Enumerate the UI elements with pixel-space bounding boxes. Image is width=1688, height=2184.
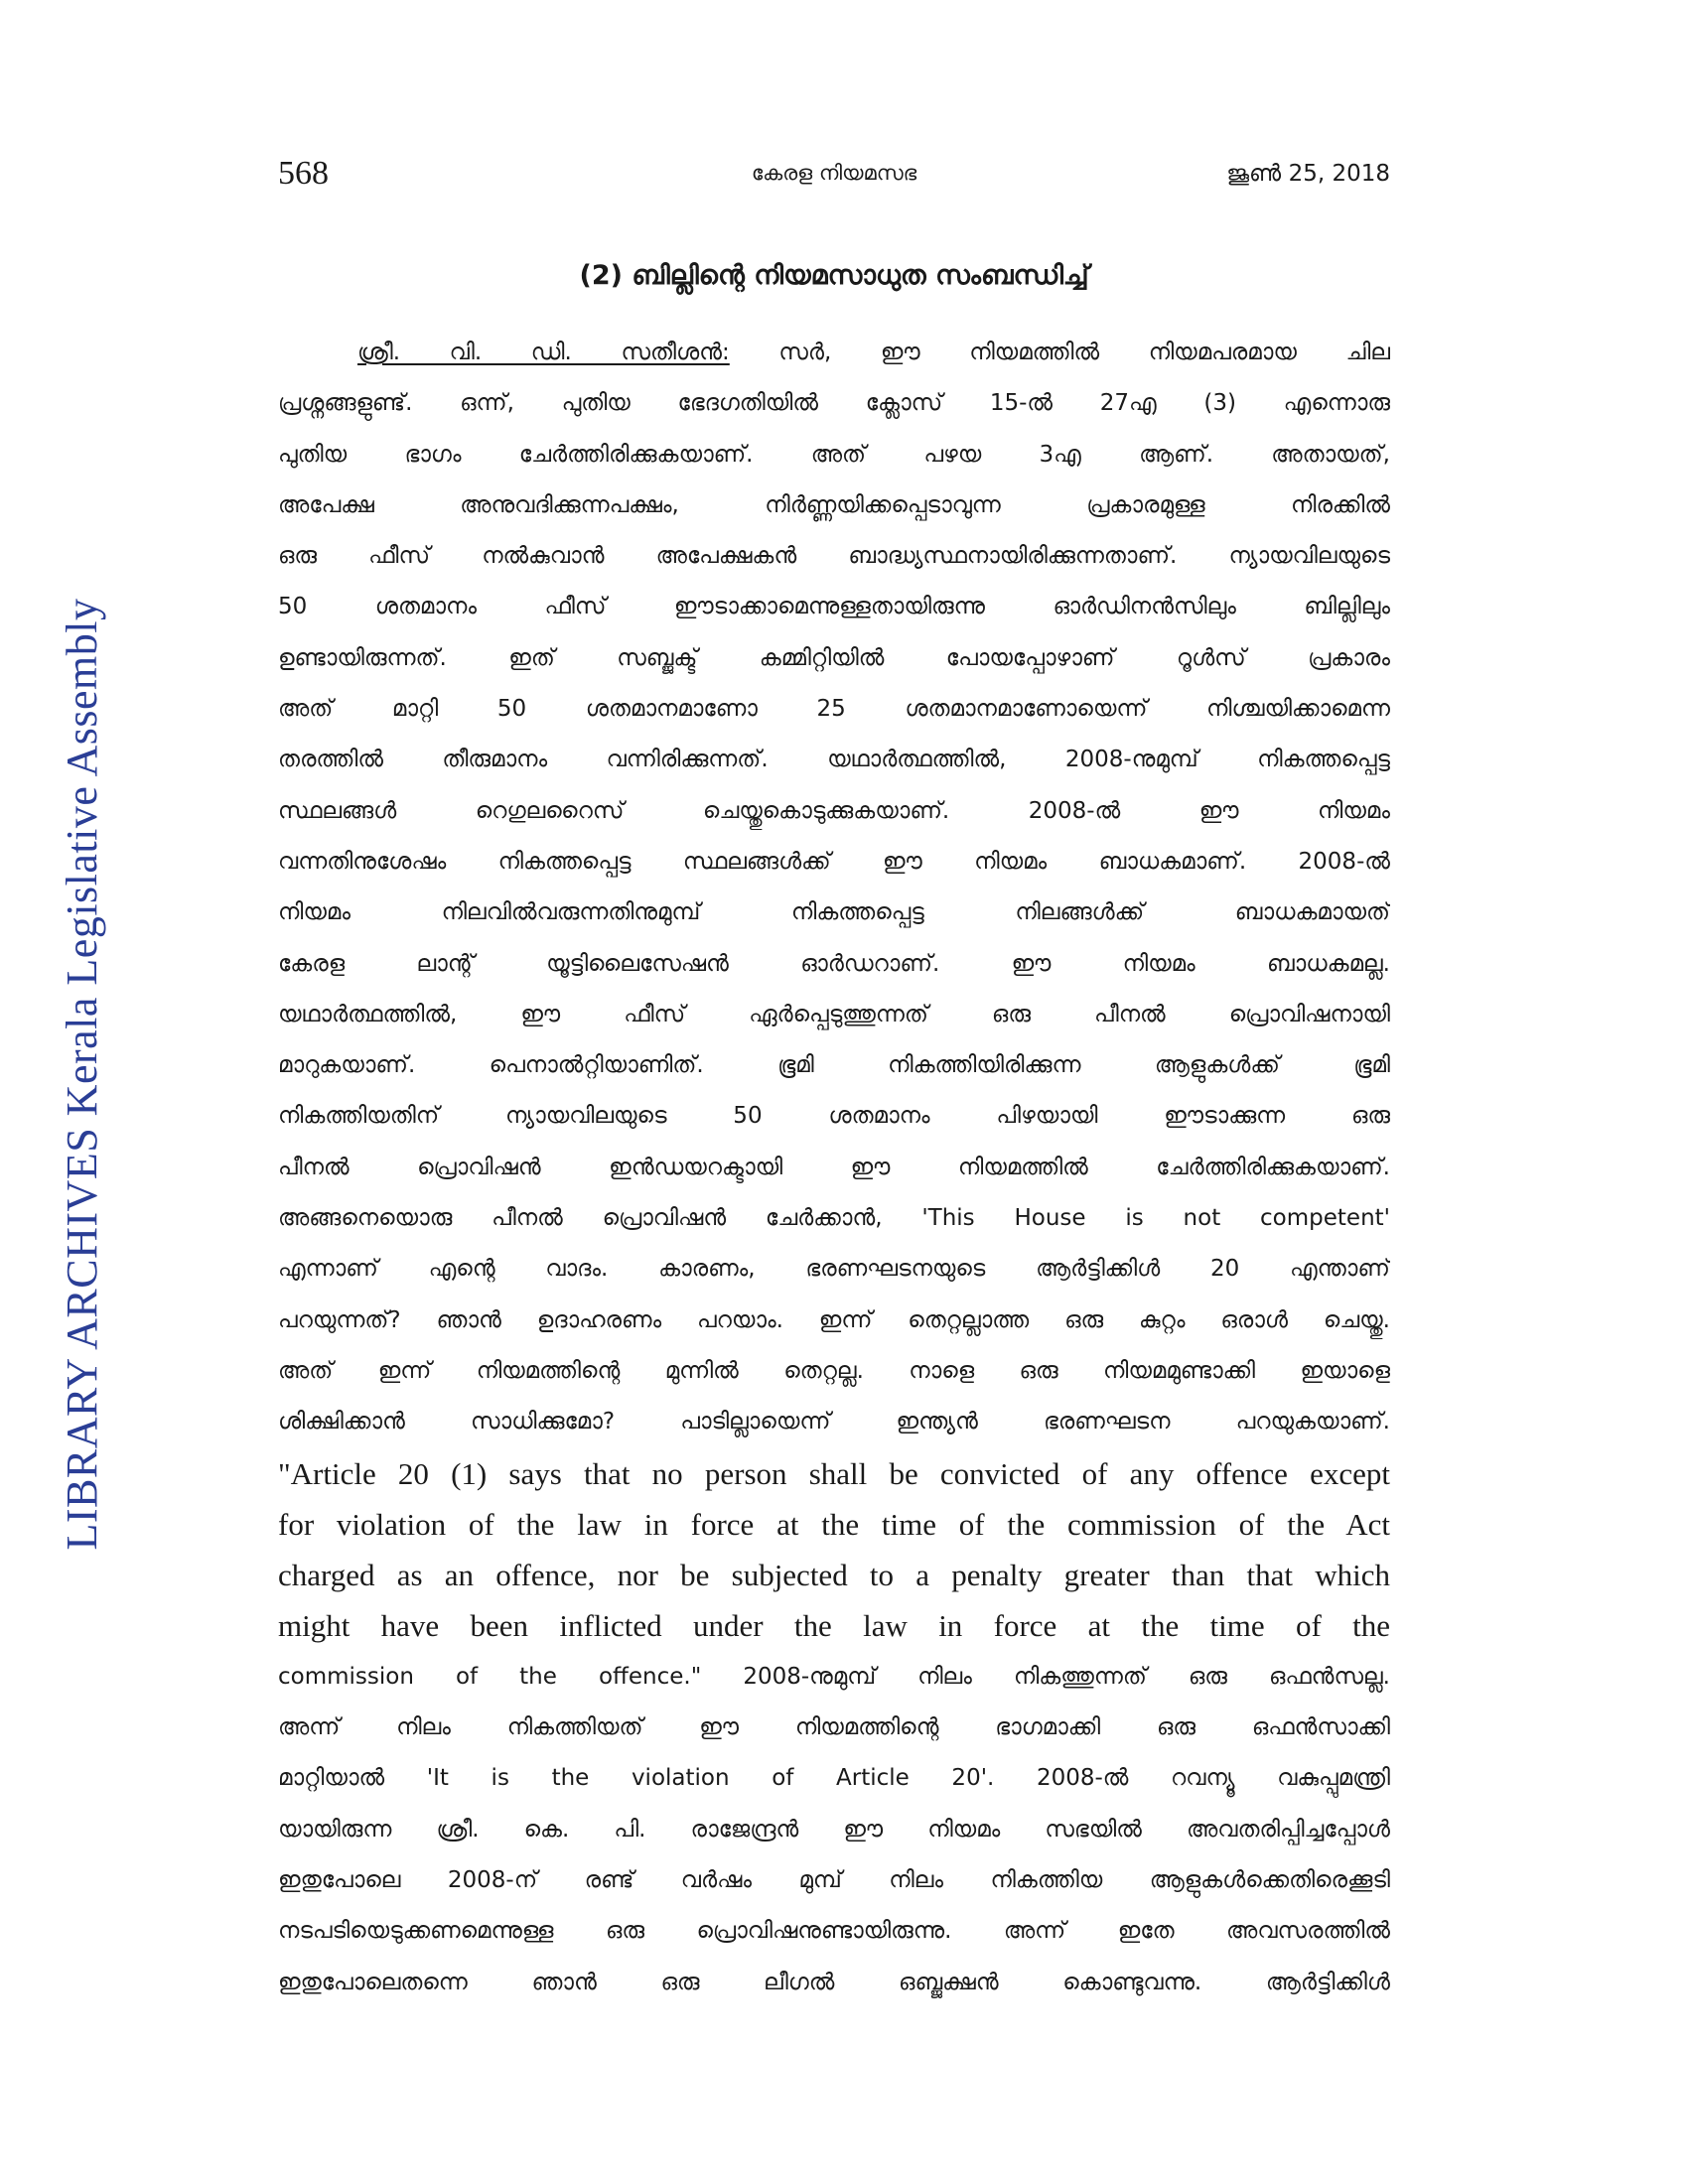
archive-watermark: LIBRARY ARCHIVES Kerala Legislative Assembly <box>58 598 106 1551</box>
body-line: അത് മാറ്റി 50 ശതമാനമാണോ 25 ശതമാനമാണോയെന്ന് നിശ്ചയിക്കാമെന്ന <box>278 696 1390 723</box>
body-line: യഥാർത്ഥത്തിൽ, ഈ ഫീസ് ഏർപ്പെടുത്തുന്നത് ഒരു പീനൽ പ്രൊവിഷനായി <box>278 1001 1390 1027</box>
body-line: ഒരു ഫീസ് നൽകുവാൻ അപേക്ഷകൻ ബാദ്ധ്യസ്ഥനായിരിക്കുന്നതാണ്. ന്യായവിലയുടെ <box>278 543 1390 570</box>
page-header <box>278 149 1390 199</box>
body-line: "Article 20 (1) says that no person shall be convicted of any offence except <box>278 1455 1390 1491</box>
body-line: ഉണ്ടായിരുന്നത്. ഇത് സബ്ജക്ട് കമ്മിറ്റിയിൽ പോയപ്പോഴാണ് റൂൾസ് പ്രകാരം <box>278 644 1390 671</box>
running-title: കേരള നിയമസഭ <box>751 161 917 185</box>
body-line: അപേക്ഷ അനുവദിക്കുന്നപക്ഷം, നിർണ്ണയിക്കപ്പെടാവുന്ന പ്രകാരമുള്ള നിരക്കിൽ <box>278 491 1390 518</box>
body-line: തരത്തിൽ തീരുമാനം വന്നിരിക്കുന്നത്. യഥാർത്ഥത്തിൽ, 2008-നുമുമ്പ് നികത്തപ്പെട്ട <box>278 747 1390 773</box>
body-line: അന്ന് നിലം നികത്തിയത് ഈ നിയമത്തിന്റെ ഭാഗമാക്കി ഒരു ഒഫൻസാക്കി <box>278 1714 1390 1741</box>
body-line: പുതിയ ഭാഗം ചേർത്തിരിക്കുകയാണ്. അത് പഴയ 3എ ആണ്. അതായത്, <box>278 441 1390 468</box>
body-line: അത് ഇന്ന് നിയമത്തിന്റെ മുന്നിൽ തെറ്റല്ല. നാളെ ഒരു നിയമമുണ്ടാക്കി ഇയാളെ <box>278 1357 1390 1384</box>
body-line: ഇതുപോലെ 2008-ന് രണ്ട് വർഷം മുമ്പ് നിലം നികത്തിയ ആളുകൾക്കെതിരെക്കൂടി <box>278 1866 1390 1893</box>
body-line: വന്നതിനുശേഷം നികത്തപ്പെട്ട സ്ഥലങ്ങൾക്ക് ഈ നിയമം ബാധകമാണ്. 2008-ൽ <box>278 848 1390 875</box>
body-line: മാറുകയാണ്. പെനാൽറ്റിയാണിത്. ഭൂമി നികത്തിയിരിക്കുന്ന ആളുകൾക്ക് ഭൂമി <box>278 1052 1390 1079</box>
body-line: charged as an offence, nor be subjected to a penalty greater than that which <box>278 1558 1390 1593</box>
body-line: യായിരുന്ന ശ്രീ. കെ. പി. രാജേന്ദ്രൻ ഈ നിയമം സഭയിൽ അവതരിപ്പിച്ചപ്പോൾ <box>278 1816 1390 1843</box>
body-line: അങ്ങനെയൊരു പീനൽ പ്രൊവിഷൻ ചേർക്കാൻ, 'This House is not competent' <box>278 1205 1390 1232</box>
body-line: ശിക്ഷിക്കാൻ സാധിക്കുമോ? പാടില്ലായെന്ന് ഇന്ത്യൻ ഭരണഘടന പറയുകയാണ്. <box>278 1409 1390 1435</box>
section-heading: (2) ബില്ലിന്റെ നിയമസാധുത സംബന്ധിച്ച് <box>579 260 1089 291</box>
body-line: for violation of the law in force at the time of the commission of the Act <box>278 1506 1390 1542</box>
body-line: നടപടിയെടുക്കണമെന്നുള്ള ഒരു പ്രൊവിഷനുണ്ടായിരുന്നു. അന്ന് ഇതേ അവസരത്തിൽ <box>278 1918 1390 1945</box>
speaker-name: ശ്രീ. വി. ഡി. സതീശൻ: <box>357 340 730 365</box>
body-line: മാറ്റിയാൽ 'It is the violation of Article 20'. 2008-ൽ റവന്യൂ വകുപ്പുമന്ത്രി <box>278 1765 1390 1792</box>
body-line: സ്ഥലങ്ങൾ റെഗുലറൈസ് ചെയ്തുകൊടുക്കുകയാണ്. 2008-ൽ ഈ നിയമം <box>278 797 1390 824</box>
body-line: commission of the offence." 2008-നുമുമ്പ് നിലം നികത്തുന്നത് ഒരു ഒഫൻസല്ല. <box>278 1663 1390 1690</box>
body-line: 50 ശതമാനം ഫീസ് ഈടാക്കാമെന്നുള്ളതായിരുന്നു ഓർഡിനൻസിലും ബില്ലിലും <box>278 594 1390 620</box>
body-line: എന്നാണ് എന്റെ വാദം. കാരണം, ഭരണഘടനയുടെ ആർട്ടിക്കിൾ 20 എന്താണ് <box>278 1256 1390 1283</box>
body-text <box>278 328 1390 2008</box>
body-line: പറയുന്നത്? ഞാൻ ഉദാഹരണം പറയാം. ഇന്ന് തെറ്റല്ലാത്ത ഒരു കുറ്റം ഒരാൾ ചെയ്തു. <box>278 1306 1390 1333</box>
body-line: കേരള ലാന്റ് യൂട്ടിലൈസേഷൻ ഓർഡറാണ്. ഈ നിയമം ബാധകമല്ല. <box>278 950 1390 977</box>
body-line: നിയമം നിലവിൽവരുന്നതിനുമുമ്പ് നികത്തപ്പെട്ട നിലങ്ങൾക്ക് ബാധകമായത് <box>278 899 1390 926</box>
body-line: might have been inflicted under the law in force at the time of the <box>278 1608 1390 1644</box>
page-number: 568 <box>278 155 329 192</box>
body-line: പീനൽ പ്രൊവിഷൻ ഇൻഡയറക്ടായി ഈ നിയമത്തിൽ ചേർത്തിരിക്കുകയാണ്. <box>278 1154 1390 1180</box>
body-line: ഇതുപോലെതന്നെ ഞാൻ ഒരു ലീഗൽ ഒബ്ജക്ഷൻ കൊണ്ടുവന്നു. ആർട്ടിക്കിൾ <box>278 1969 1390 1995</box>
body-line: ശ്രീ. വി. ഡി. സതീശൻ: സർ, ഈ നിയമത്തിൽ നിയമപരമായ ചില <box>357 340 1390 365</box>
header-date: ജൂൺ 25, 2018 <box>1226 161 1390 187</box>
body-line: പ്രശ്നങ്ങളുണ്ട്. ഒന്ന്, പുതിയ ഭേദഗതിയിൽ ക്ലോസ് 15-ൽ 27എ (3) എന്നൊരു <box>278 390 1390 417</box>
body-line: നികത്തിയതിന് ന്യായവിലയുടെ 50 ശതമാനം പിഴയായി ഈടാക്കുന്ന ഒരു <box>278 1103 1390 1130</box>
